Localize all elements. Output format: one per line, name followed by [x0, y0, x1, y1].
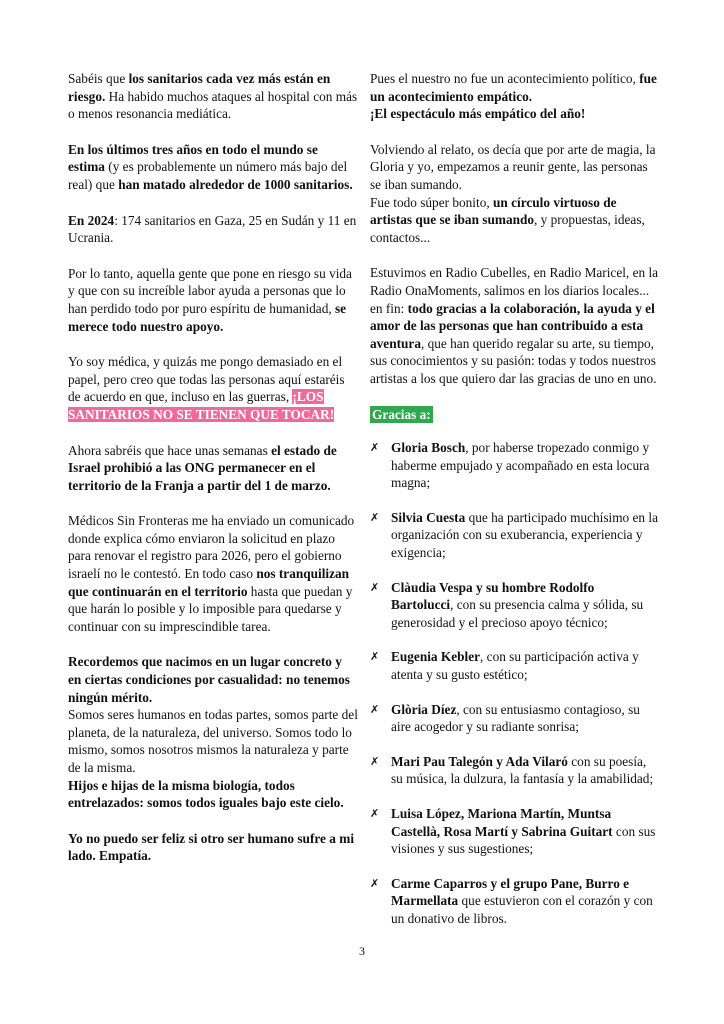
list-item: ✗ Clàudia Vespa y su hombre Rodolfo Bartolucci, con su presencia calma y sólida, su generosidad y el precioso apoyo técnico; — [370, 579, 644, 630]
paragraph-empathic-event: Pues el nuestro no fue un acontecimiento político, fue un acontecimiento empático. ¡El espectáculo más empático del año! — [370, 71, 657, 122]
paragraph-empathy: Yo no puedo ser feliz si otro ser humano sufre a mi lado. Empatía. — [68, 830, 355, 864]
paragraph-three-years: En los últimos tres años en todo el mundo se estima (y es probablemente un número más bajo del real) que han matado alrededor de 1000 sanitarios. — [68, 141, 353, 192]
paragraph-born-by-chance: Recordemos que nacimos en un lugar concreto y en ciertas condiciones por casualidad: no tenemos ningún mérito. Somos seres humanos en todas partes, somos parte del planeta, de la naturaleza, del universo. Somos todo lo mismo, somos nosotros mismos la naturaleza y parte de la misma. Hijos e hijas de la misma biología, todos entrelazados: somos todos iguales bajo este cielo. — [68, 654, 358, 811]
list-item: ✗ Eugenia Kebler, con su participación activa y atenta y su gusto estético; — [370, 649, 639, 683]
page-number: 3 — [359, 944, 365, 958]
paragraph-doctor-statement: Yo soy médica, y quizás me pongo demasiado en el papel, pero creo que todas las personas aquí estaréis de acuerdo en que, incluso en las guerras, ¡LOS SANITARIOS NO SE TIENEN QUE TOCAR! — [68, 354, 345, 422]
paragraph-back-to-story: Volviendo al relato, os decía que por arte de magia, la Gloria y yo, empezamos a reunir gente, las personas se iban sumando. Fue todo súper bonito, un círculo virtuoso de artistas que se iban sumando, y propuestas, ideas, contactos... — [370, 141, 656, 245]
cross-mark-icon: ✗ — [370, 510, 380, 524]
list-item: ✗ Carme Caparros y el grupo Pane, Burro e Marmellata que estuvieron con el corazón y con un donativo de libros. — [370, 875, 653, 926]
list-item: ✗ Gloria Bosch, por haberse tropezado conmigo y haberme empujado y acompañado en esta locura magna; — [370, 440, 650, 491]
paragraph-radio-press: Estuvimos en Radio Cubelles, en Radio Maricel, en la Radio OnaMoments, salimos en los diarios locales... en fin: todo gracias a la colaboración, la ayuda y el amor de las personas que han contribuido a esta aventura, que han querido regalar su arte, su tiempo, sus conocimientos y su pasión: todas y todos nuestros artistas a los que quiero dar las gracias de uno en uno. — [370, 265, 659, 386]
paragraph-israel-ban: Ahora sabréis que hace unas semanas el estado de Israel prohibió a las ONG permanecer en el territorio de la Franja a partir del 1 de marzo. — [68, 442, 337, 493]
highlighted-slogan: ¡LOS SANITARIOS NO SE TIENEN QUE TOCAR! — [68, 389, 335, 422]
cross-mark-icon: ✗ — [370, 580, 380, 594]
cross-mark-icon: ✗ — [370, 754, 380, 768]
cross-mark-icon: ✗ — [370, 702, 380, 716]
list-item: ✗ Mari Pau Talegón y Ada Vilaró con su poesía, su música, la dulzura, la fantasía y la amabilidad; — [370, 753, 654, 787]
cross-mark-icon: ✗ — [370, 650, 380, 664]
left-column — [68, 70, 358, 865]
paragraph-msf-statement: Médicos Sin Fronteras me ha enviado un comunicado donde explica cómo enviaron la solicitud en plazo para renovar el registro para 2026, pero el gobierno israelí no le contestó. En todo caso nos tranquilizan que continuarán en el territorio hasta que puedan y que harán lo posible y lo imposible para quedarse y continuar con su imprescindible tarea. — [68, 513, 355, 634]
thanks-heading: Gracias a: — [372, 406, 431, 422]
cross-mark-icon: ✗ — [370, 807, 380, 820]
paragraph-health-workers-risk: Sabéis que los sanitarios cada vez más están en riesgo. Ha habido muchos ataques al hospital con más o menos resonancia mediática. — [68, 71, 358, 122]
cross-mark-icon: ✗ — [370, 876, 380, 890]
right-column — [370, 70, 660, 945]
thanks-list — [370, 439, 660, 927]
list-item: ✗ Glòria Díez, con su entusiasmo contagioso, su aire acogedor y su radiante sonrisa; — [370, 701, 640, 735]
paragraph-deserve-support: Por lo tanto, aquella gente que pone en riesgo su vida y que con su increíble labor ayuda a personas que lo han perdido todo por puro espíritu de humanidad, se merece todo nuestro apoyo. — [68, 265, 352, 334]
list-item: ✗ Luisa López, Mariona Martín, Muntsa Castellà, Rosa Martí y Sabrina Guitart con sus visiones y sus sugestiones; — [370, 806, 656, 857]
paragraph-2024-figures: En 2024: 174 sanitarios en Gaza, 25 en Sudán y 11 en Ucrania. — [68, 212, 357, 246]
list-item: ✗ Silvia Cuesta que ha participado muchísimo en la organización con su exuberancia, experiencia y exigencia; — [370, 509, 658, 561]
cross-mark-icon: ✗ — [370, 441, 380, 455]
